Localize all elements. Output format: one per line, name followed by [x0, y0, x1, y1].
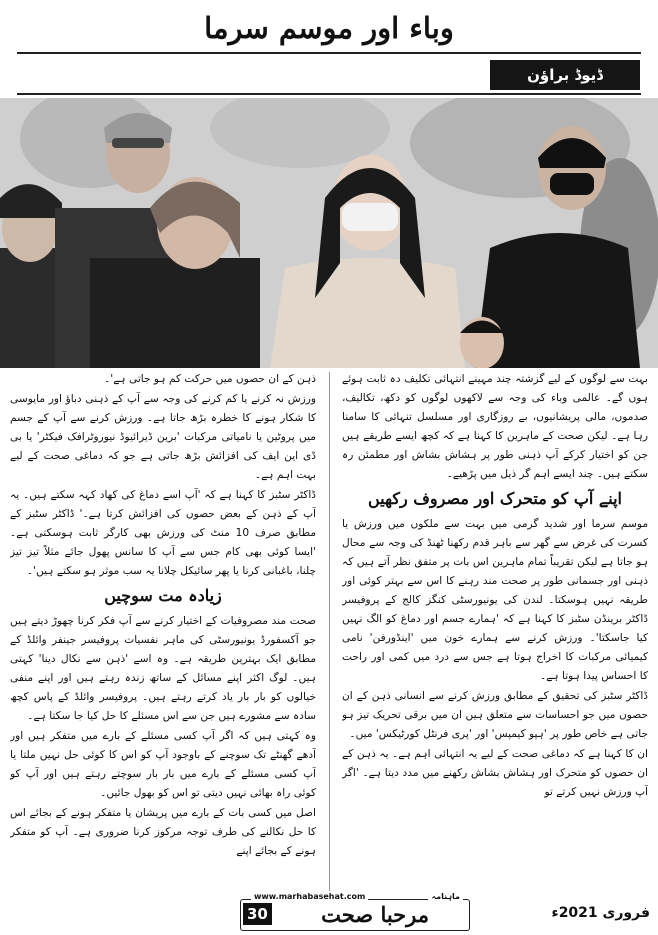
article-column-right	[342, 370, 648, 895]
paragraph: صحت مند مصروفیات کے اختیار کرنے سے آپ فکر کرنا چھوڑ دیتے ہیں جو آکسفورڈ یونیورسٹی کی ماہر نفسیات پروفیسر جینفر وائلڈ کے مطابق ایک بہترین طریقہ ہے۔ وہ اسے 'ذہن سے نکال دینا' کہتی ہیں۔ لوگ اکثر اپنے مسائل کے ساتھ زندہ رہتے ہیں اور اپنے منفی خیالوں کو بار بار یاد کرتے رہتے ہیں۔ پروفیسر وائلڈ کے پاس کچھ سادہ سے مشورے ہیں جن سے اس مسئلے کا حل کیا جا سکتا ہے۔	[10, 615, 316, 722]
photo-illustration	[0, 98, 658, 368]
paragraph: ان کا کہنا ہے کہ دماغی صحت کے لیے یہ انتہائی اہم ہے۔ یہ ذہن کے ان حصوں کو متحرک اور ہشاش بشاش رکھنے میں مدد دیتا ہے۔ 'اگر آپ ورزش نہیں کرتے تو	[342, 748, 648, 798]
article-title: وباء اور موسم سرما	[204, 11, 454, 45]
paragraph: موسم سرما اور شدید گرمی میں بہت سے ملکوں میں ورزش یا کسرت کی غرض سے گھر سے باہر قدم رکھنا ٹھنڈ کی وجہ سے محال ہو جاتا ہے لیکن تقریباً تمام ماہرین اس بات پر متفق نظر آتے ہیں کہ ذہنی اور جسمانی طور پر صحت مند رہنے کا اس سے بہتر کوئی اور طریقہ نہیں ہوسکتا۔ لندن کی یونیورسٹی کنگز کالج کے پروفیسر ڈاکٹر برینڈن سٹبز کا کہنا ہے کہ 'ہمارے جسم اور دماغ کو الگ نہیں کیا جاسکتا'۔ ورزش کرنے سے ہمارے خون میں 'اینڈورفن' نامی کیمیائی مرکبات کا اخراج ہوتا ہے جس سے درد میں کمی اور راحت کا احساس پیدا ہوتا ہے۔	[342, 518, 648, 682]
paragraph: وہ کہتی ہیں کہ اگر آپ کسی مسئلے کے بارے میں متفکر ہیں اور آدھے گھنٹے تک سوچنے کے باوجود آپ کو اس کا کوئی حل نہیں ملتا یا آپ کسی مسئلے کے بارے میں بار بار سوچتے رہتے ہیں اور آپ کو کوئی راہ بھائی نہیں دیتی تو اس کو بھول جائیں۔	[10, 730, 316, 799]
issue-date: فروری 2021ء	[551, 905, 650, 921]
magazine-masthead	[240, 892, 470, 931]
paragraph: ورزش نہ کرنے یا کم کرنے کی وجہ سے آپ کے ذہنی دباؤ اور مایوسی کا شکار ہونے کا خطرہ بڑھ جاتا ہے۔ ورزش کرنے سے آپ کے جسم میں پروٹین یا نامیاتی مرکبات 'برین ڈیرائیوڈ نیوروٹرافک فیکٹر' یا بی ڈی این ایف کی افزائش بڑھ جاتی ہے جو کہ دماغی صحت کے لیے بہت اہم ہے۔	[10, 393, 316, 481]
section-heading: زیادہ مت سوچیں	[104, 586, 222, 605]
magazine-name: مرحبا صحت	[321, 902, 429, 927]
paragraph: اصل میں کسی بات کے بارے میں پریشان یا متفکر ہونے کے بجائے اس کا حل نکالنے کی طرف توجہ مرکوز کرنا ضروری ہے۔ آپ کو متفکر ہونے کے بجائے اپنے	[10, 807, 316, 857]
article-column-left	[10, 370, 316, 895]
paragraph: ڈاکٹر سٹبز کی تحقیق کے مطابق ورزش کرنے سے انسانی ذہن کے ان حصوں میں جو احساسات سے متعلق ہیں ان میں برقی تحریک تیز ہو جاتی ہے خاص طور پر 'ہپو کیمپس' اور 'پری فرنٹل کورٹیکس' میں۔	[342, 690, 648, 740]
page-number: 30	[243, 903, 272, 925]
title-rule	[17, 52, 641, 54]
paragraph: ذہن کے ان حصوں میں حرکت کم ہو جاتی ہے'۔	[104, 373, 316, 385]
magazine-url: www.marhabasehat.com	[251, 891, 368, 903]
author-byline: ڈیوڈ براؤن	[490, 60, 640, 90]
column-divider	[329, 372, 330, 894]
magazine-tag: ماہنامہ	[428, 891, 463, 903]
byline-rule	[17, 93, 641, 95]
paragraph: بہت سے لوگوں کے لیے گزشتہ چند مہینے انتہائی تکلیف دہ ثابت ہوئے ہوں گے۔ عالمی وباء کی وجہ سے لاکھوں لوگوں کو دکھ، تکالیف، صدموں، مالی پریشانیوں، بے روزگاری اور مسلسل تنہائی کا سامنا رہا ہے۔ لیکن صحت کے ماہرین کا کہنا ہے کہ کچھ ایسے طریقے ہیں جن کو اختیار کرکے آپ ذہنی طور پر ہشاش بشاش اور مطمئن رہ سکتے ہیں۔ چند ایسے اہم گر ذیل میں پڑھیے۔	[342, 373, 648, 480]
page-footer	[0, 893, 658, 935]
paragraph: ڈاکٹر سٹبز کا کہنا ہے کہ 'آپ اسے دماغ کی کھاد کہہ سکتے ہیں۔ یہ آپ کے ذہن کے بعض حصوں کی افزائش کرتا ہے۔' ڈاکٹر سٹبز کے مطابق صرف 10 منٹ کی ورزش بھی کارگر ثابت ہوسکتی ہے۔ 'ایسا کوئی بھی کام جس سے آپ کا سانس پھول جائے مثلاً تیز تیز چلنا، باغبانی کرنا یا پھر سائیکل چلانا یہ سب موثر ہو سکتے ہیں'۔	[10, 489, 316, 577]
section-heading: اپنے آپ کو متحرک اور مصروف رکھیں	[368, 489, 622, 508]
article-photo	[0, 98, 658, 368]
